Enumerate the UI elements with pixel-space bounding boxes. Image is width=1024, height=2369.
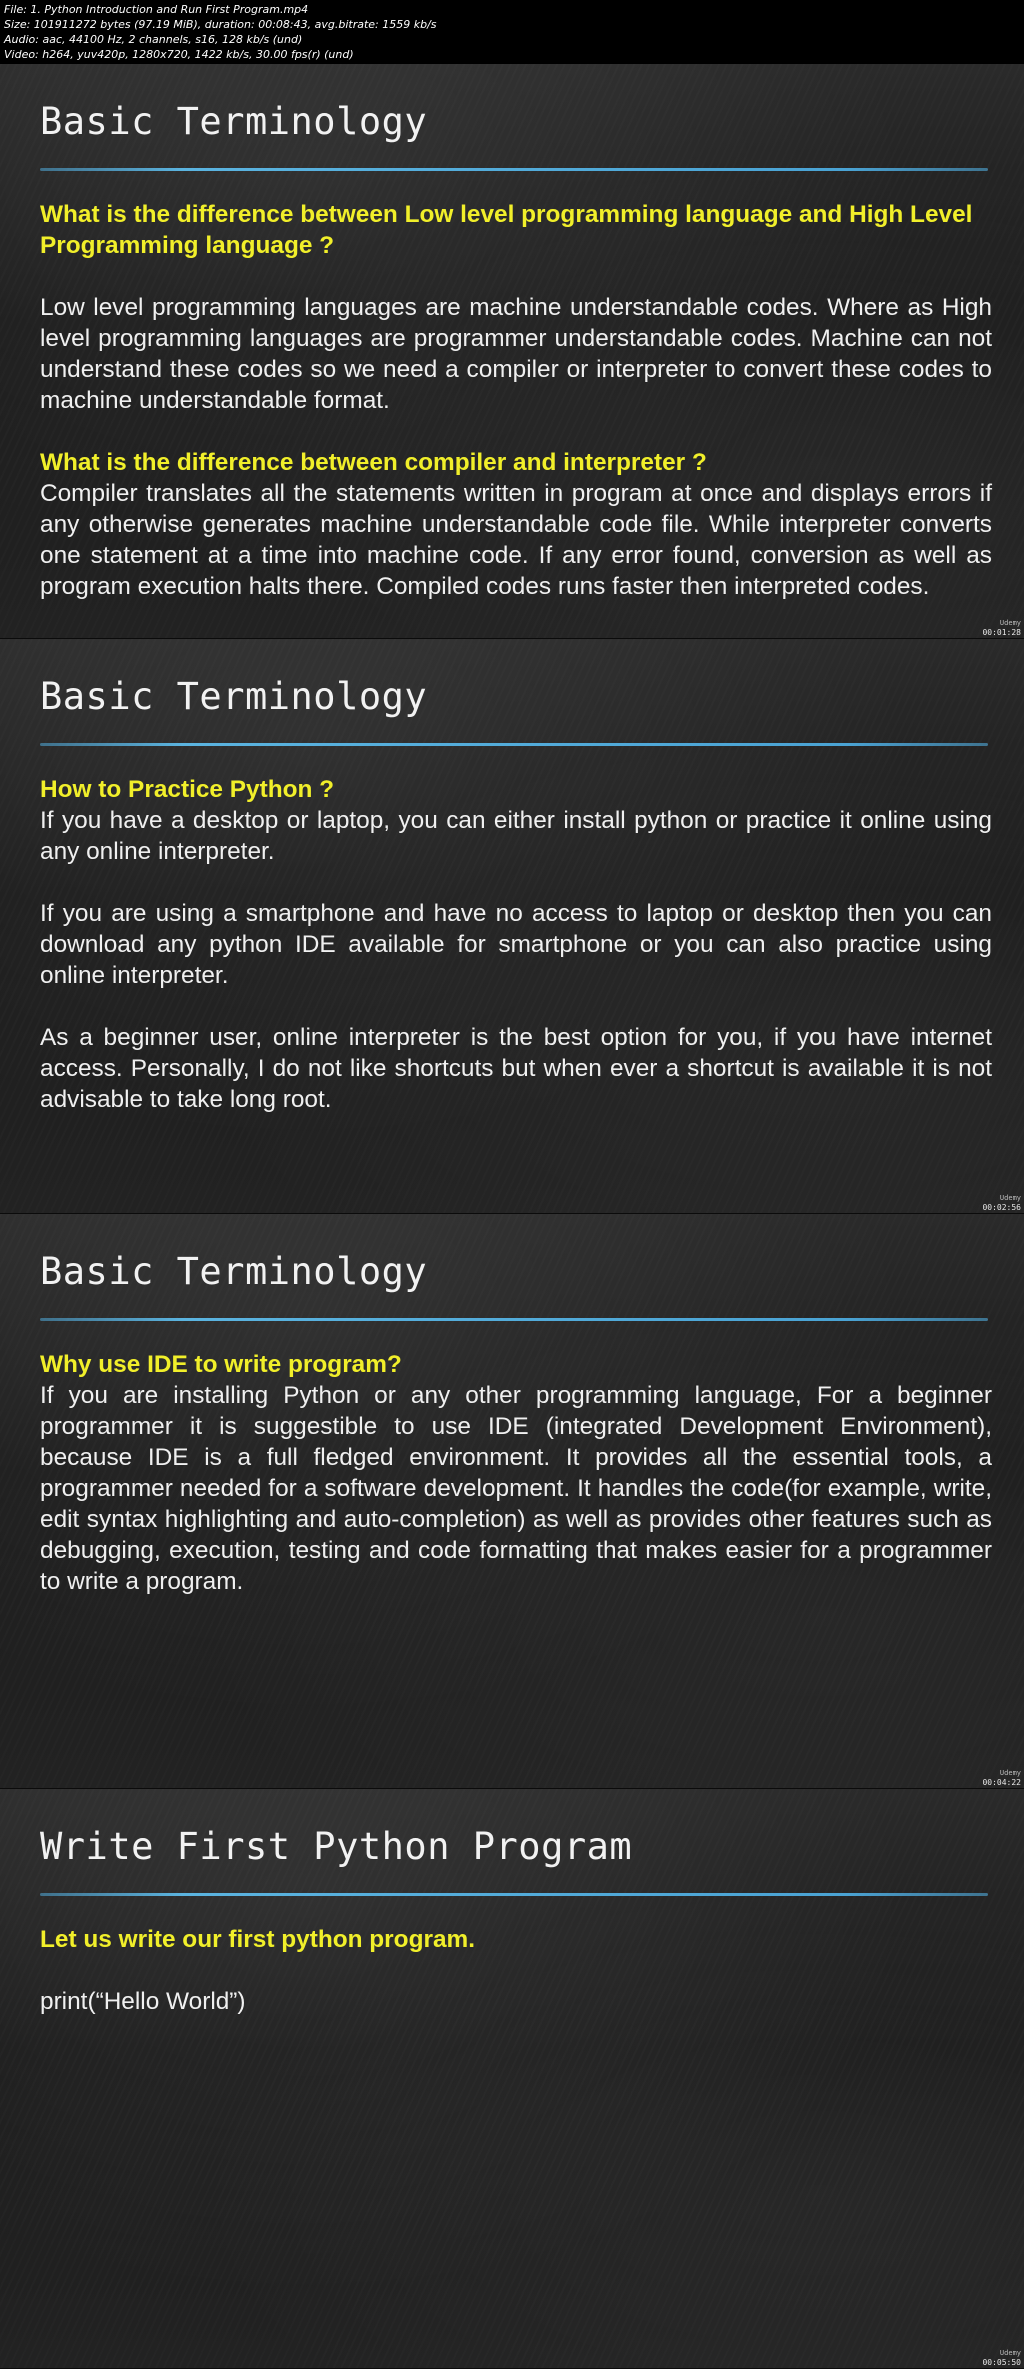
question-heading: Why use IDE to write program?	[40, 1351, 402, 1378]
timestamp-value: 00:01:28	[982, 628, 1021, 637]
frame-timestamp	[982, 1769, 1021, 1787]
title-divider	[40, 1318, 988, 1321]
timestamp-value: 00:04:22	[982, 1778, 1021, 1787]
file-size-line: Size: 101911272 bytes (97.19 MiB), duration: 00:08:43, avg.bitrate: 1559 kb/s	[4, 18, 437, 31]
udemy-watermark: Udemy	[999, 1194, 1021, 1202]
answer-paragraph: If you have a desktop or laptop, you can either install python or practice it online using any online interpreter.	[40, 807, 992, 865]
question-heading: What is the difference between compiler and interpreter ?	[40, 449, 707, 476]
answer-paragraph: If you are using a smartphone and have no access to laptop or desktop then you can download any python IDE available for smartphone or you can also practice using online interpreter.	[40, 900, 992, 989]
slide-title: Basic Terminology	[40, 675, 428, 718]
slide-body	[40, 1349, 992, 1597]
frame-timestamp	[982, 619, 1021, 637]
file-info-header	[0, 0, 1024, 64]
frame-timestamp	[982, 1194, 1021, 1212]
answer-paragraph: Compiler translates all the statements written in program at once and displays errors if any otherwise generates machine understandable code file. While interpreter converts one statement at a time into machine code. If any error found, conversion as well as program execution halts there. Compiled codes runs faster then interpreted codes.	[40, 480, 992, 600]
video-frame-1	[0, 64, 1024, 639]
question-heading: What is the difference between Low level programming language and High Level Programming language ?	[40, 201, 973, 259]
file-name-line: File: 1. Python Introduction and Run First Program.mp4	[4, 3, 309, 16]
question-heading: How to Practice Python ?	[40, 776, 335, 803]
video-frame-3	[0, 1214, 1024, 1789]
code-line: print(“Hello World”)	[40, 1988, 246, 2015]
title-divider	[40, 168, 988, 171]
timestamp-value: 00:02:56	[982, 1203, 1021, 1212]
slide-body	[40, 774, 992, 1115]
answer-paragraph: If you are installing Python or any other programming language, For a beginner programmer it is suggestible to use IDE (integrated Development Environment), because IDE is a full fledged environment. It provides all the essential tools, a programmer needed for a software development. It handles the code(for example, write, edit syntax highlighting and auto-completion) as well as provides other features such as debugging, execution, testing and code formatting that makes easier for a programmer to write a program.	[40, 1382, 992, 1595]
frame-timestamp	[982, 2349, 1021, 2367]
slide-title: Write First Python Program	[40, 1825, 633, 1868]
answer-paragraph: Low level programming languages are machine understandable codes. Where as High level programming languages are programmer understandable codes. Machine can not understand these codes so we need a compiler or interpreter to convert these codes to machine understandable format.	[40, 294, 992, 414]
answer-paragraph: As a beginner user, online interpreter is the best option for you, if you have internet access. Personally, I do not like shortcuts but when ever a shortcut is available it is not advisable to take long root.	[40, 1024, 992, 1113]
audio-info-line: Audio: aac, 44100 Hz, 2 channels, s16, 128 kb/s (und)	[4, 33, 303, 46]
video-info-line: Video: h264, yuv420p, 1280x720, 1422 kb/s, 30.00 fps(r) (und)	[4, 48, 354, 61]
title-divider	[40, 743, 988, 746]
question-heading: Let us write our first python program.	[40, 1926, 475, 1953]
udemy-watermark: Udemy	[999, 1769, 1021, 1777]
video-frame-2	[0, 639, 1024, 1214]
video-frame-4	[0, 1789, 1024, 2369]
slide-body	[40, 1924, 992, 2017]
title-divider	[40, 1893, 988, 1896]
udemy-watermark: Udemy	[999, 619, 1021, 627]
slide-title: Basic Terminology	[40, 1250, 428, 1293]
slide-body	[40, 199, 992, 602]
udemy-watermark: Udemy	[999, 2349, 1021, 2357]
timestamp-value: 00:05:50	[982, 2358, 1021, 2367]
slide-title: Basic Terminology	[40, 100, 428, 143]
